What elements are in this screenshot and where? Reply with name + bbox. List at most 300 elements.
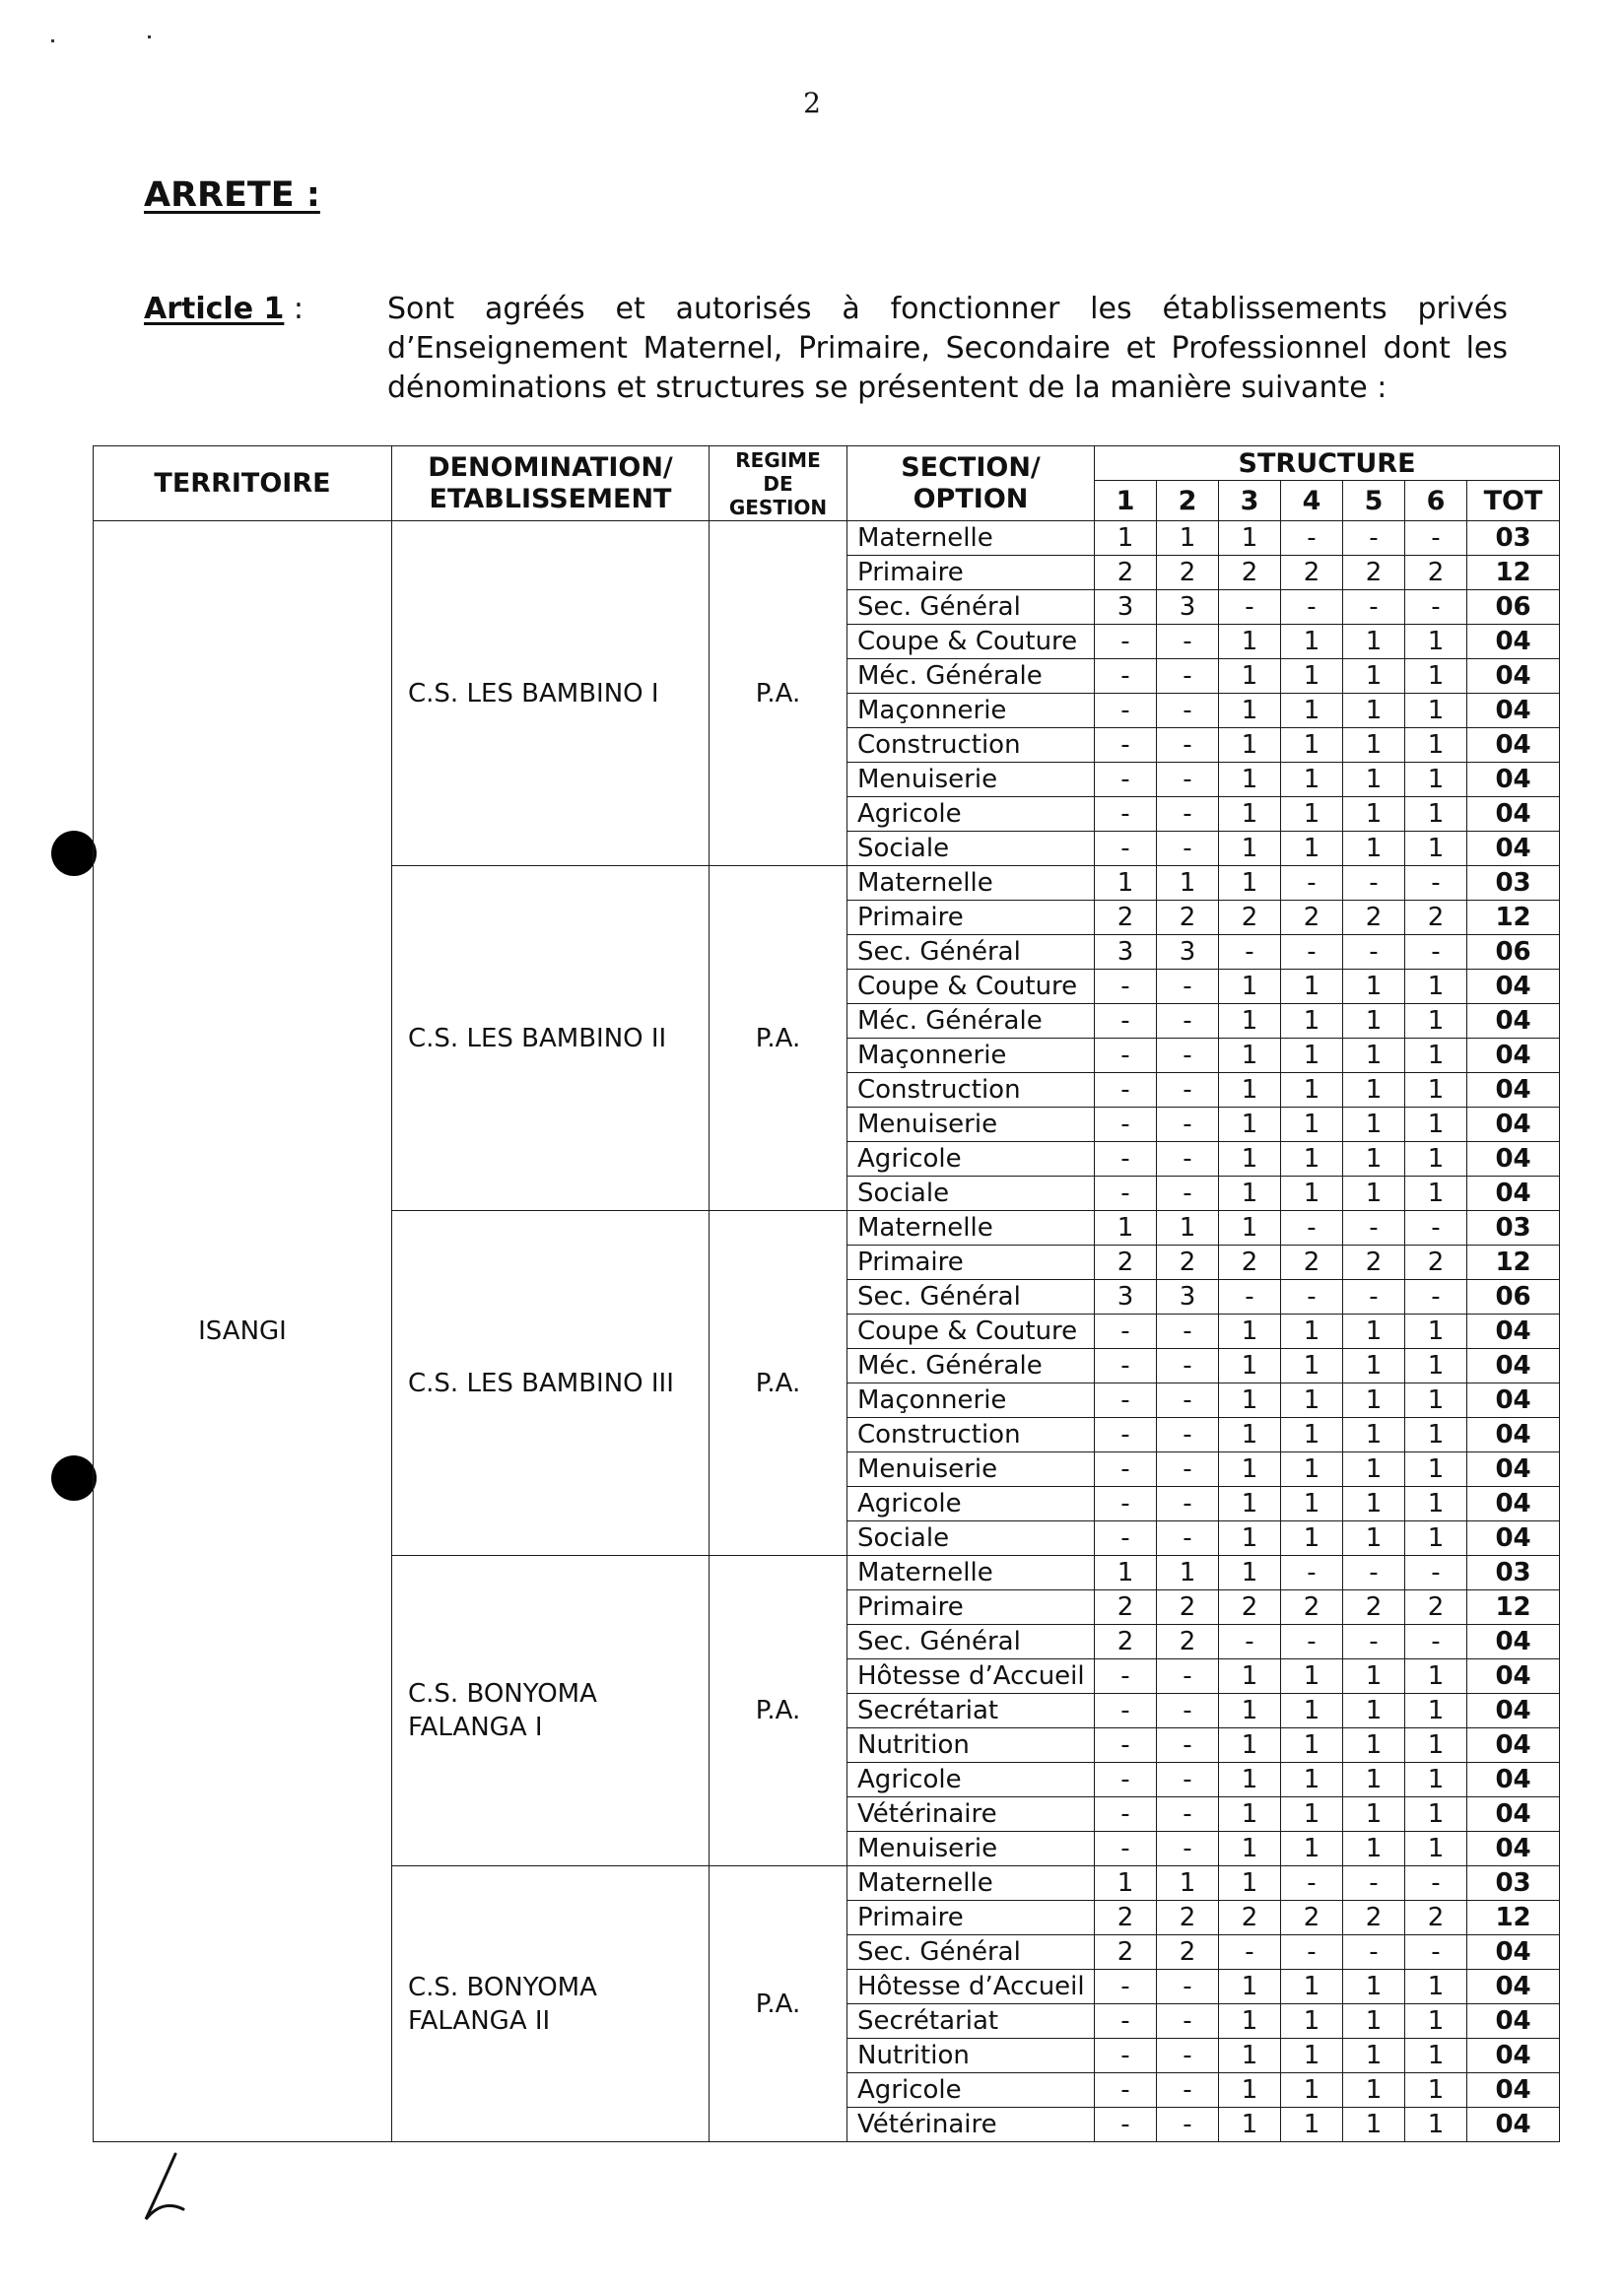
class-1-cell: - xyxy=(1095,1177,1157,1211)
section-cell: Vétérinaire xyxy=(847,2108,1095,2142)
class-5-cell: 1 xyxy=(1343,1073,1405,1108)
total-cell: 04 xyxy=(1467,1935,1560,1970)
class-6-cell: - xyxy=(1405,1556,1467,1590)
class-5-cell: - xyxy=(1343,590,1405,625)
class-1-cell: 1 xyxy=(1095,521,1157,556)
total-cell: 03 xyxy=(1467,866,1560,901)
establishment-name-line: FALANGA I xyxy=(408,1713,543,1742)
class-6-cell: 1 xyxy=(1405,1004,1467,1039)
total-cell: 04 xyxy=(1467,832,1560,866)
total-cell: 04 xyxy=(1467,625,1560,659)
total-cell: 03 xyxy=(1467,1866,1560,1901)
class-4-cell: 1 xyxy=(1281,2039,1343,2073)
class-1-cell: 3 xyxy=(1095,935,1157,970)
signature-initial xyxy=(138,2150,197,2229)
section-cell: Méc. Générale xyxy=(847,1349,1095,1383)
class-3-cell: 1 xyxy=(1219,1659,1281,1694)
class-2-cell: - xyxy=(1157,970,1219,1004)
section-cell: Maternelle xyxy=(847,866,1095,901)
class-3-cell: 1 xyxy=(1219,521,1281,556)
class-5-cell: 2 xyxy=(1343,556,1405,590)
section-cell: Agricole xyxy=(847,1763,1095,1797)
class-2-cell: - xyxy=(1157,832,1219,866)
total-cell: 04 xyxy=(1467,1073,1560,1108)
class-4-cell: 1 xyxy=(1281,1694,1343,1728)
class-3-cell: 2 xyxy=(1219,1246,1281,1280)
class-3-cell: 1 xyxy=(1219,1832,1281,1866)
class-1-cell: - xyxy=(1095,2073,1157,2108)
total-cell: 03 xyxy=(1467,521,1560,556)
class-6-cell: 1 xyxy=(1405,728,1467,763)
class-4-cell: - xyxy=(1281,1866,1343,1901)
class-3-cell: 1 xyxy=(1219,1108,1281,1142)
class-1-cell: - xyxy=(1095,1763,1157,1797)
section-cell: Maçonnerie xyxy=(847,694,1095,728)
class-1-cell: - xyxy=(1095,2108,1157,2142)
header-regime-line3: GESTION xyxy=(728,495,828,519)
class-6-cell: 1 xyxy=(1405,2073,1467,2108)
establishment-name-line: C.S. BONYOMA xyxy=(408,1972,597,2002)
class-5-cell: 1 xyxy=(1343,728,1405,763)
class-4-cell: 1 xyxy=(1281,1108,1343,1142)
class-5-cell: 1 xyxy=(1343,1039,1405,1073)
section-cell: Maternelle xyxy=(847,521,1095,556)
class-3-cell: 2 xyxy=(1219,1590,1281,1625)
class-6-cell: - xyxy=(1405,1935,1467,1970)
section-cell: Agricole xyxy=(847,797,1095,832)
class-6-cell: 1 xyxy=(1405,1142,1467,1177)
class-1-cell: - xyxy=(1095,2039,1157,2073)
class-3-cell: 1 xyxy=(1219,1315,1281,1349)
class-5-cell: 1 xyxy=(1343,1728,1405,1763)
total-cell: 06 xyxy=(1467,935,1560,970)
section-cell: Menuiserie xyxy=(847,763,1095,797)
class-6-cell: 1 xyxy=(1405,1418,1467,1452)
class-3-cell: 1 xyxy=(1219,694,1281,728)
class-6-cell: - xyxy=(1405,935,1467,970)
section-cell: Sec. Général xyxy=(847,1935,1095,1970)
class-2-cell: - xyxy=(1157,1487,1219,1521)
class-4-cell: - xyxy=(1281,1556,1343,1590)
class-1-cell: - xyxy=(1095,763,1157,797)
class-4-cell: 1 xyxy=(1281,1728,1343,1763)
total-cell: 04 xyxy=(1467,1521,1560,1556)
class-6-cell: 1 xyxy=(1405,1349,1467,1383)
class-1-cell: - xyxy=(1095,1039,1157,1073)
total-cell: 03 xyxy=(1467,1556,1560,1590)
class-4-cell: 1 xyxy=(1281,763,1343,797)
class-1-cell: 1 xyxy=(1095,1211,1157,1246)
class-3-cell: 1 xyxy=(1219,728,1281,763)
total-cell: 06 xyxy=(1467,590,1560,625)
total-cell: 04 xyxy=(1467,659,1560,694)
establishment-name xyxy=(392,521,710,866)
total-cell: 12 xyxy=(1467,556,1560,590)
section-cell: Menuiserie xyxy=(847,1108,1095,1142)
class-5-cell: 1 xyxy=(1343,1004,1405,1039)
class-3-cell: - xyxy=(1219,1935,1281,1970)
class-2-cell: 3 xyxy=(1157,1280,1219,1315)
total-cell: 04 xyxy=(1467,1728,1560,1763)
class-3-cell: 1 xyxy=(1219,1970,1281,2004)
total-cell: 12 xyxy=(1467,1901,1560,1935)
total-cell: 04 xyxy=(1467,694,1560,728)
class-3-cell: 1 xyxy=(1219,763,1281,797)
section-cell: Maternelle xyxy=(847,1866,1095,1901)
class-4-cell: 1 xyxy=(1281,1349,1343,1383)
structure-table xyxy=(93,445,1560,2142)
section-cell: Primaire xyxy=(847,901,1095,935)
class-4-cell: 2 xyxy=(1281,901,1343,935)
class-6-cell: 1 xyxy=(1405,659,1467,694)
class-3-cell: 1 xyxy=(1219,1177,1281,1211)
class-3-cell: 1 xyxy=(1219,1487,1281,1521)
class-3-cell: 1 xyxy=(1219,797,1281,832)
punch-hole-bottom xyxy=(51,1455,97,1501)
class-3-cell: 1 xyxy=(1219,1349,1281,1383)
class-3-cell: 1 xyxy=(1219,625,1281,659)
total-cell: 04 xyxy=(1467,1383,1560,1418)
class-6-cell: 1 xyxy=(1405,625,1467,659)
class-3-cell: 1 xyxy=(1219,1383,1281,1418)
section-cell: Sec. Général xyxy=(847,1625,1095,1659)
class-1-cell: 1 xyxy=(1095,1556,1157,1590)
header-structure: STRUCTURE xyxy=(1095,446,1560,481)
class-6-cell: - xyxy=(1405,1211,1467,1246)
class-2-cell: - xyxy=(1157,1970,1219,2004)
header-regime-line2: DE xyxy=(763,471,793,496)
class-2-cell: - xyxy=(1157,1521,1219,1556)
class-4-cell: 1 xyxy=(1281,1315,1343,1349)
class-5-cell: 1 xyxy=(1343,1108,1405,1142)
class-1-cell: - xyxy=(1095,1521,1157,1556)
class-5-cell: 1 xyxy=(1343,1763,1405,1797)
class-5-cell: - xyxy=(1343,866,1405,901)
section-cell: Menuiserie xyxy=(847,1452,1095,1487)
class-2-cell: - xyxy=(1157,1039,1219,1073)
class-5-cell: 1 xyxy=(1343,2004,1405,2039)
class-4-cell: 1 xyxy=(1281,1004,1343,1039)
class-4-cell: 1 xyxy=(1281,970,1343,1004)
header-territoire: TERRITOIRE xyxy=(94,446,392,521)
class-4-cell: 1 xyxy=(1281,1763,1343,1797)
header-section-line2: OPTION xyxy=(913,483,1029,514)
class-4-cell: - xyxy=(1281,590,1343,625)
total-cell: 04 xyxy=(1467,1142,1560,1177)
section-cell: Sociale xyxy=(847,1177,1095,1211)
class-4-cell: 2 xyxy=(1281,1901,1343,1935)
class-4-cell: 1 xyxy=(1281,1418,1343,1452)
regime-cell: P.A. xyxy=(710,1211,847,1556)
class-6-cell: 1 xyxy=(1405,832,1467,866)
header-class-3: 3 xyxy=(1219,481,1281,521)
total-cell: 04 xyxy=(1467,2073,1560,2108)
section-cell: Méc. Générale xyxy=(847,659,1095,694)
total-cell: 04 xyxy=(1467,1039,1560,1073)
class-3-cell: 1 xyxy=(1219,832,1281,866)
class-5-cell: 1 xyxy=(1343,1142,1405,1177)
class-4-cell: 1 xyxy=(1281,2108,1343,2142)
class-6-cell: 1 xyxy=(1405,1452,1467,1487)
total-cell: 04 xyxy=(1467,1797,1560,1832)
class-2-cell: - xyxy=(1157,797,1219,832)
class-2-cell: 2 xyxy=(1157,1590,1219,1625)
header-total: TOT xyxy=(1467,481,1560,521)
class-5-cell: - xyxy=(1343,1280,1405,1315)
class-1-cell: - xyxy=(1095,1349,1157,1383)
class-3-cell: - xyxy=(1219,590,1281,625)
class-2-cell: 1 xyxy=(1157,1556,1219,1590)
class-1-cell: - xyxy=(1095,1694,1157,1728)
class-6-cell: 2 xyxy=(1405,1246,1467,1280)
class-5-cell: - xyxy=(1343,1625,1405,1659)
class-6-cell: 1 xyxy=(1405,797,1467,832)
class-3-cell: 2 xyxy=(1219,556,1281,590)
establishment-name xyxy=(392,1866,710,2142)
class-5-cell: 1 xyxy=(1343,970,1405,1004)
class-3-cell: - xyxy=(1219,1625,1281,1659)
header-section xyxy=(847,446,1095,521)
class-4-cell: 2 xyxy=(1281,556,1343,590)
class-5-cell: 1 xyxy=(1343,2039,1405,2073)
establishment-name-line: C.S. BONYOMA xyxy=(408,1679,597,1709)
section-cell: Coupe & Couture xyxy=(847,625,1095,659)
class-6-cell: 1 xyxy=(1405,970,1467,1004)
scan-speck xyxy=(148,35,151,38)
class-6-cell: 1 xyxy=(1405,1970,1467,2004)
regime-cell: P.A. xyxy=(710,1866,847,2142)
scan-speck xyxy=(51,39,54,42)
article-label-colon: : xyxy=(284,292,304,326)
class-6-cell: 1 xyxy=(1405,1108,1467,1142)
class-2-cell: 3 xyxy=(1157,590,1219,625)
class-1-cell: - xyxy=(1095,1659,1157,1694)
total-cell: 04 xyxy=(1467,1659,1560,1694)
punch-hole-top xyxy=(51,831,97,876)
class-6-cell: 2 xyxy=(1405,1590,1467,1625)
class-2-cell: 1 xyxy=(1157,1211,1219,1246)
header-class-4: 4 xyxy=(1281,481,1343,521)
class-1-cell: 2 xyxy=(1095,1246,1157,1280)
total-cell: 04 xyxy=(1467,1177,1560,1211)
class-3-cell: 1 xyxy=(1219,1142,1281,1177)
class-5-cell: - xyxy=(1343,1556,1405,1590)
class-6-cell: - xyxy=(1405,1866,1467,1901)
class-4-cell: 1 xyxy=(1281,832,1343,866)
class-3-cell: 1 xyxy=(1219,1763,1281,1797)
header-denomination-line1: DENOMINATION/ xyxy=(428,451,673,483)
section-cell: Construction xyxy=(847,728,1095,763)
class-4-cell: 2 xyxy=(1281,1590,1343,1625)
header-class-6: 6 xyxy=(1405,481,1467,521)
class-6-cell: 2 xyxy=(1405,556,1467,590)
regime-cell: P.A. xyxy=(710,521,847,866)
class-1-cell: 2 xyxy=(1095,1625,1157,1659)
class-1-cell: - xyxy=(1095,1108,1157,1142)
total-cell: 04 xyxy=(1467,1452,1560,1487)
total-cell: 12 xyxy=(1467,1246,1560,1280)
class-3-cell: 1 xyxy=(1219,970,1281,1004)
class-5-cell: 1 xyxy=(1343,763,1405,797)
section-cell: Maçonnerie xyxy=(847,1039,1095,1073)
class-1-cell: - xyxy=(1095,1383,1157,1418)
class-5-cell: 1 xyxy=(1343,1349,1405,1383)
class-5-cell: - xyxy=(1343,935,1405,970)
section-cell: Primaire xyxy=(847,1246,1095,1280)
class-2-cell: - xyxy=(1157,1694,1219,1728)
class-5-cell: 2 xyxy=(1343,1246,1405,1280)
header-section-line1: SECTION/ xyxy=(901,451,1041,483)
class-6-cell: 1 xyxy=(1405,1383,1467,1418)
class-3-cell: 1 xyxy=(1219,1211,1281,1246)
header-class-2: 2 xyxy=(1157,481,1219,521)
establishment-name-line: C.S. LES BAMBINO III xyxy=(408,1368,674,1398)
class-4-cell: 1 xyxy=(1281,1383,1343,1418)
class-2-cell: - xyxy=(1157,2073,1219,2108)
section-cell: Hôtesse d’Accueil xyxy=(847,1659,1095,1694)
section-cell: Coupe & Couture xyxy=(847,970,1095,1004)
section-cell: Vétérinaire xyxy=(847,1797,1095,1832)
class-6-cell: 1 xyxy=(1405,1521,1467,1556)
class-1-cell: - xyxy=(1095,832,1157,866)
class-3-cell: - xyxy=(1219,935,1281,970)
class-6-cell: 2 xyxy=(1405,901,1467,935)
class-6-cell: 1 xyxy=(1405,1763,1467,1797)
total-cell: 04 xyxy=(1467,1108,1560,1142)
class-3-cell: 1 xyxy=(1219,1039,1281,1073)
class-5-cell: 1 xyxy=(1343,1315,1405,1349)
class-3-cell: 1 xyxy=(1219,1073,1281,1108)
class-4-cell: - xyxy=(1281,935,1343,970)
class-6-cell: 1 xyxy=(1405,1039,1467,1073)
class-5-cell: 1 xyxy=(1343,1832,1405,1866)
class-1-cell: - xyxy=(1095,1452,1157,1487)
class-3-cell: 1 xyxy=(1219,1866,1281,1901)
class-4-cell: - xyxy=(1281,866,1343,901)
class-3-cell: 1 xyxy=(1219,1418,1281,1452)
class-5-cell: 1 xyxy=(1343,1694,1405,1728)
section-cell: Primaire xyxy=(847,1901,1095,1935)
total-cell: 04 xyxy=(1467,1694,1560,1728)
establishment-name xyxy=(392,1556,710,1866)
class-4-cell: 1 xyxy=(1281,1970,1343,2004)
class-3-cell: 1 xyxy=(1219,2108,1281,2142)
total-cell: 04 xyxy=(1467,1832,1560,1866)
establishment-name-line: C.S. LES BAMBINO II xyxy=(408,1023,667,1053)
class-1-cell: - xyxy=(1095,1142,1157,1177)
class-1-cell: - xyxy=(1095,694,1157,728)
section-cell: Agricole xyxy=(847,1487,1095,1521)
class-1-cell: 1 xyxy=(1095,1866,1157,1901)
class-4-cell: 1 xyxy=(1281,1177,1343,1211)
class-2-cell: - xyxy=(1157,728,1219,763)
class-2-cell: - xyxy=(1157,1383,1219,1418)
section-cell: Primaire xyxy=(847,1590,1095,1625)
class-2-cell: - xyxy=(1157,1452,1219,1487)
class-3-cell: 2 xyxy=(1219,901,1281,935)
class-5-cell: 1 xyxy=(1343,1970,1405,2004)
class-1-cell: - xyxy=(1095,1728,1157,1763)
class-4-cell: 1 xyxy=(1281,797,1343,832)
class-2-cell: - xyxy=(1157,1797,1219,1832)
class-4-cell: 1 xyxy=(1281,1487,1343,1521)
class-6-cell: - xyxy=(1405,1625,1467,1659)
article-label-text: Article 1 xyxy=(144,292,285,326)
class-5-cell: - xyxy=(1343,1935,1405,1970)
class-6-cell: 1 xyxy=(1405,1728,1467,1763)
total-cell: 04 xyxy=(1467,1349,1560,1383)
class-1-cell: - xyxy=(1095,1487,1157,1521)
section-cell: Sec. Général xyxy=(847,1280,1095,1315)
section-cell: Maternelle xyxy=(847,1211,1095,1246)
class-6-cell: - xyxy=(1405,866,1467,901)
class-4-cell: - xyxy=(1281,1625,1343,1659)
class-2-cell: - xyxy=(1157,1349,1219,1383)
class-4-cell: 1 xyxy=(1281,2073,1343,2108)
class-2-cell: - xyxy=(1157,2004,1219,2039)
establishment-name xyxy=(392,866,710,1211)
class-3-cell: 2 xyxy=(1219,1901,1281,1935)
class-4-cell: 1 xyxy=(1281,1039,1343,1073)
total-cell: 06 xyxy=(1467,1280,1560,1315)
total-cell: 12 xyxy=(1467,901,1560,935)
class-3-cell: 1 xyxy=(1219,2073,1281,2108)
class-5-cell: 1 xyxy=(1343,1659,1405,1694)
header-class-1: 1 xyxy=(1095,481,1157,521)
class-3-cell: 1 xyxy=(1219,1556,1281,1590)
class-2-cell: 1 xyxy=(1157,1866,1219,1901)
class-6-cell: 1 xyxy=(1405,1487,1467,1521)
class-2-cell: - xyxy=(1157,659,1219,694)
section-cell: Secrétariat xyxy=(847,1694,1095,1728)
class-4-cell: 1 xyxy=(1281,1659,1343,1694)
section-cell: Coupe & Couture xyxy=(847,1315,1095,1349)
class-2-cell: - xyxy=(1157,1004,1219,1039)
section-cell: Sociale xyxy=(847,832,1095,866)
class-3-cell: 1 xyxy=(1219,1004,1281,1039)
class-1-cell: - xyxy=(1095,1315,1157,1349)
class-5-cell: 1 xyxy=(1343,1487,1405,1521)
section-cell: Sec. Général xyxy=(847,590,1095,625)
class-6-cell: - xyxy=(1405,590,1467,625)
total-cell: 12 xyxy=(1467,1590,1560,1625)
class-3-cell: 1 xyxy=(1219,1452,1281,1487)
class-3-cell: 1 xyxy=(1219,2039,1281,2073)
class-6-cell: 1 xyxy=(1405,1659,1467,1694)
total-cell: 04 xyxy=(1467,1763,1560,1797)
total-cell: 04 xyxy=(1467,763,1560,797)
class-5-cell: 2 xyxy=(1343,1901,1405,1935)
class-1-cell: - xyxy=(1095,2004,1157,2039)
header-denomination xyxy=(392,446,710,521)
class-3-cell: 1 xyxy=(1219,2004,1281,2039)
class-3-cell: 1 xyxy=(1219,659,1281,694)
page-number: 2 xyxy=(803,87,821,119)
class-2-cell: - xyxy=(1157,1315,1219,1349)
class-1-cell: 2 xyxy=(1095,901,1157,935)
section-cell: Maçonnerie xyxy=(847,1383,1095,1418)
class-2-cell: 3 xyxy=(1157,935,1219,970)
total-cell: 04 xyxy=(1467,1487,1560,1521)
class-5-cell: - xyxy=(1343,1211,1405,1246)
regime-cell: P.A. xyxy=(710,866,847,1211)
class-4-cell: - xyxy=(1281,1935,1343,1970)
class-4-cell: 2 xyxy=(1281,1246,1343,1280)
heading-arrete: ARRETE : xyxy=(144,175,320,215)
class-6-cell: 1 xyxy=(1405,1073,1467,1108)
class-4-cell: 1 xyxy=(1281,1521,1343,1556)
section-cell: Maternelle xyxy=(847,1556,1095,1590)
